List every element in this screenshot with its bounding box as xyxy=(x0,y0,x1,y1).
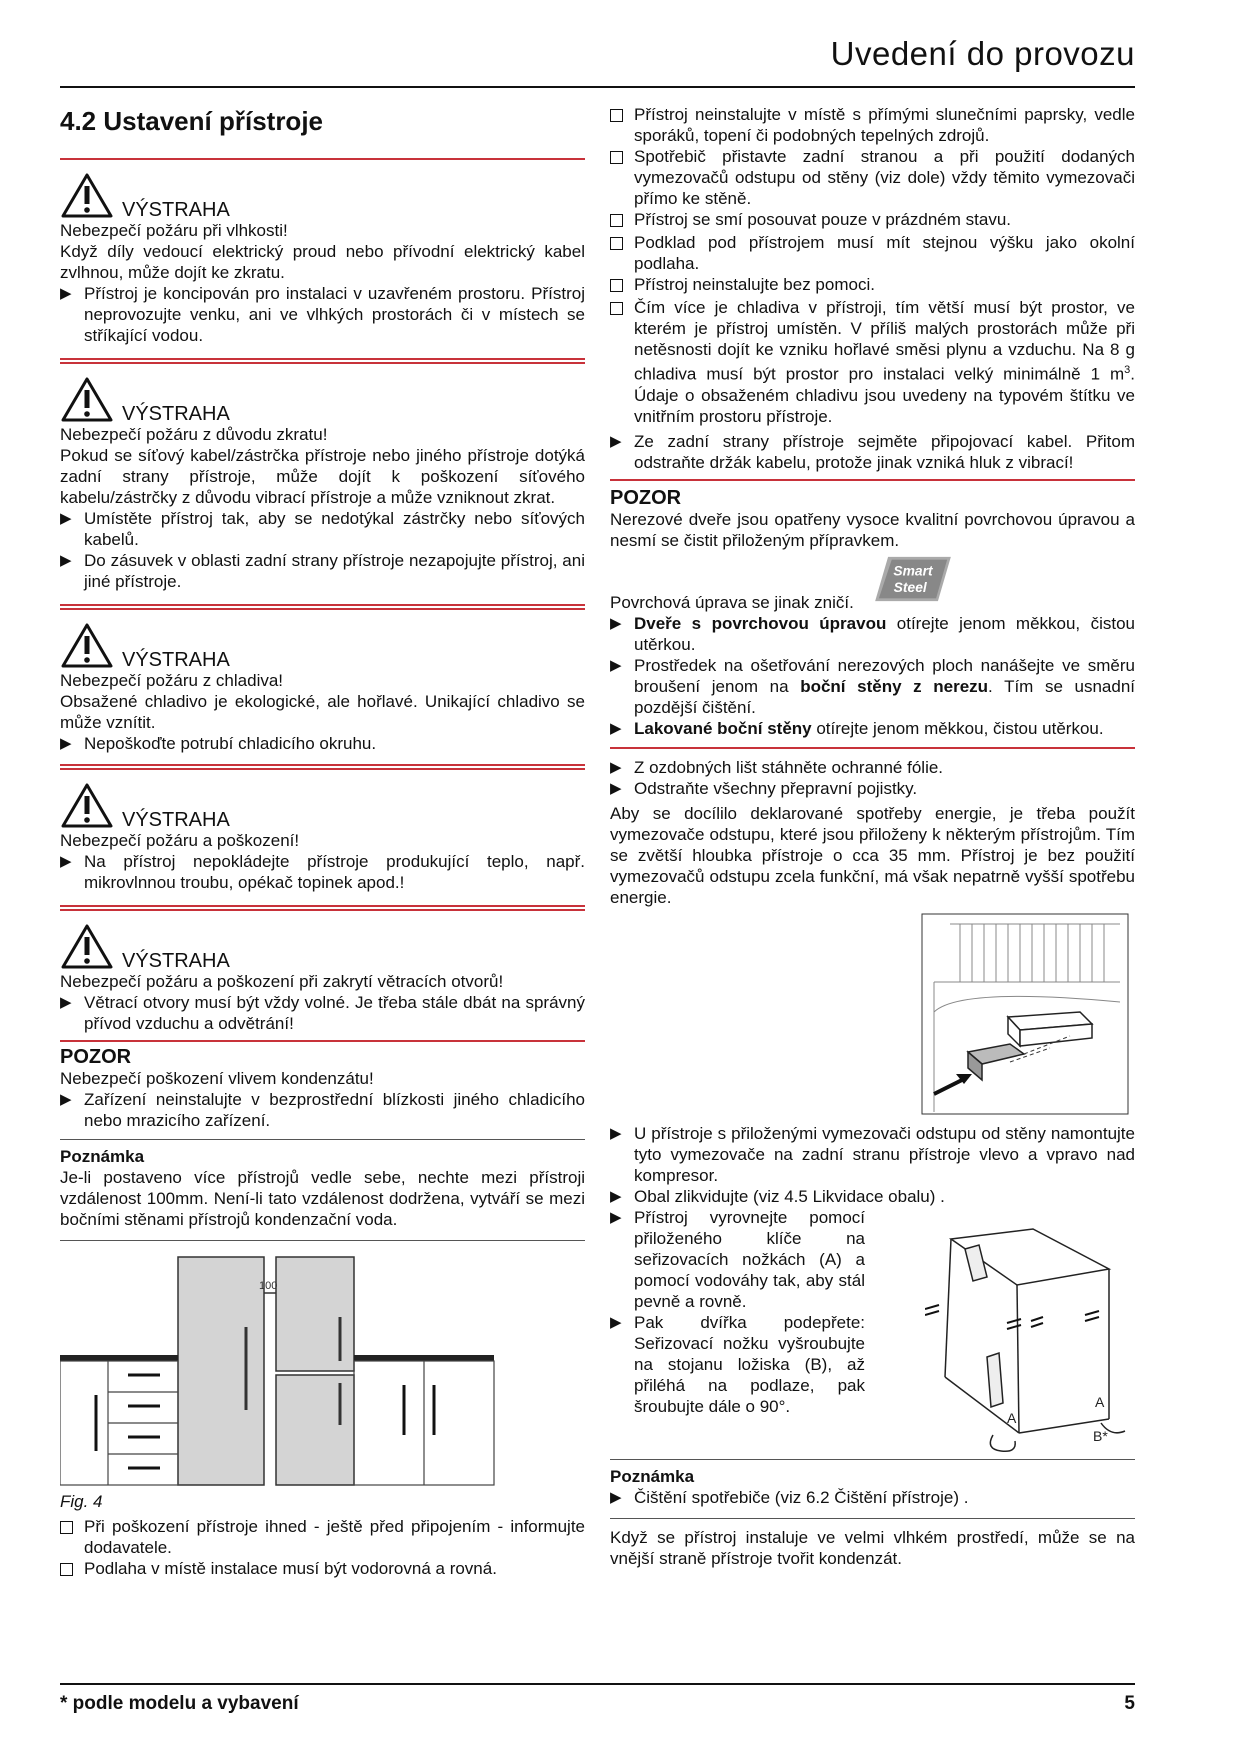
warning-text: Nebezpečí požáru a poškození! xyxy=(60,831,300,850)
red-divider xyxy=(60,158,585,160)
leveling-block xyxy=(610,1207,1135,1444)
warning-label: VÝSTRAHA xyxy=(122,199,230,221)
smart-steel-logo xyxy=(872,555,954,603)
arrow-bullet-icon: ▶ xyxy=(610,1313,622,1331)
header-rule xyxy=(60,86,1135,88)
bullet-item: ▶ Obal zlikvidujte (viz 4.5 Likvidace obalu) . xyxy=(610,1186,945,1206)
arrow-bullet-icon: ▶ xyxy=(610,614,622,632)
dimension-label: 100 xyxy=(259,1280,278,1292)
arrow-bullet-icon: ▶ xyxy=(60,510,72,527)
left-column xyxy=(60,100,585,1581)
checklist-item: Podlaha v místě instalace musí být vodorovná a rovná. xyxy=(60,1558,585,1581)
red-divider xyxy=(610,479,1135,481)
warning-header xyxy=(60,170,585,220)
warning-header xyxy=(60,374,585,424)
bullet-item: ▶ Přístroj je koncipován pro instalaci v uzavřeném prostoru. Přístroj neprovozujte venku, ani ve vlhkých prostorách či v místech se stříkající vodou. xyxy=(60,284,585,345)
warning-label: VÝSTRAHA xyxy=(122,809,230,831)
warning-header xyxy=(60,780,585,830)
foot-label-b: B* xyxy=(1093,1427,1108,1444)
wall-spacer-illustration xyxy=(920,912,1130,1117)
warning-text: Pokud se síťový kabel/zástrčka přístroje nebo jiného přístroje dotýká zadní strany přístroje, může dojít k poškození síťového kabelu/zástrčky z důvodu vibrací přístroje a může vzniknout zkrat. xyxy=(60,446,585,507)
arrow-bullet-icon: ▶ xyxy=(60,552,72,569)
warning-header xyxy=(60,921,585,971)
warning-label: VÝSTRAHA xyxy=(122,649,230,671)
bullet-item: ▶ Z ozdobných lišt stáhněte ochranné fólie. xyxy=(610,757,944,777)
checkbox-icon xyxy=(60,1516,84,1558)
checklist-item: Spotřebič přistavte zadní stranou a při použití dodaných vymezovačů odstupu od stěny (viz dole) vždy těmito vymezovači přímo ke stěně. xyxy=(610,146,1135,209)
checklist-item: Čím více je chladiva v přístroji, tím větší musí být prostor, ve kterém je přístroj umístěn. V příliš malých prostorách může při netěsnosti dojít ke vzniku hořlavé směsi plynu a vzduchu. Na 8 g chladiva musí být prostor pro instalaci velký minimálně 1 $m^3$. Údaje o obsaženém chladivu jsou uvedeny na typovém štítku ve vnitřním prostoru přístroje. xyxy=(610,297,1135,427)
bullet-item: ▶ Dveře s povrchovou úpravou otírejte jenom měkkou, čistou utěrkou. xyxy=(610,613,1135,654)
checklist-item: Při poškození přístroje ihned - ještě před připojením - informujte dodavatele. xyxy=(60,1516,585,1558)
note-divider xyxy=(610,1459,1135,1460)
arrow-bullet-icon: ▶ xyxy=(60,994,72,1011)
bullet-item: ▶ U přístroje s přiloženými vymezovači odstupu od stěny namontujte tyto vymezovače na zadní stranu přístroje vlevo a vpravo nad kompresor. xyxy=(610,1123,1135,1185)
warning-text: Obsažené chladivo je ekologické, ale hořlavé. Unikající chladivo se může vznítit. xyxy=(60,692,585,732)
checkbox-icon xyxy=(60,1558,84,1581)
red-divider xyxy=(60,1040,585,1042)
warning-triangle-icon xyxy=(60,172,114,220)
warning-text: Když díly vedoucí elektrický proud nebo přívodní elektrický kabel zvlhnou, může dojít ke zkratu. xyxy=(60,242,585,282)
note-heading: Poznámka xyxy=(610,1466,695,1486)
warning-text: Nebezpečí požáru z chladiva! xyxy=(60,671,284,690)
arrow-bullet-icon: ▶ xyxy=(60,285,72,302)
note-divider xyxy=(60,1240,585,1241)
right-column xyxy=(610,104,1135,1569)
warning-text: Nebezpečí požáru z důvodu zkratu! xyxy=(60,425,328,444)
bullet-item: ▶ Pak dvířka podepřete: Seřizovací nožku vyšroubujte na stojanu ložiska (B), až přiléhá na podlaze, pak šroubujte dále o 90°. xyxy=(610,1312,865,1416)
bullet-item: ▶ Prostředek na ošetřování nerezových ploch nanášejte ve směru broušení jenom na boční stěny z nerezu. Tím se usnadní pozdější čištění. xyxy=(610,655,1135,717)
svg-text:Steel: Steel xyxy=(893,578,927,595)
caution-text: Povrchová úprava se jinak zničí. xyxy=(610,592,854,612)
footer-rule xyxy=(60,1683,1135,1685)
warning-text: Nebezpečí požáru při vlhkosti! xyxy=(60,221,288,240)
foot-label-a: A xyxy=(1007,1409,1017,1426)
arrow-bullet-icon: ▶ xyxy=(610,656,622,674)
bullet-item: ▶ Do zásuvek v oblasti zadní strany přístroje nezapojujte přístroj, ani jiné přístroje. xyxy=(60,551,585,591)
red-divider xyxy=(60,764,585,770)
section-heading: 4.2 Ustavení přístroje xyxy=(60,106,323,136)
arrow-bullet-icon: ▶ xyxy=(60,853,72,870)
bullet-item: ▶ Větrací otvory musí být vždy volné. Je třeba stále dbát na správný přívod vzduchu a odvětrání! xyxy=(60,993,585,1033)
bullet-item: ▶ Nepoškoďte potrubí chladicího okruhu. xyxy=(60,734,377,753)
warning-header xyxy=(60,620,585,670)
arrow-bullet-icon: ▶ xyxy=(610,1208,622,1226)
page-number: 5 xyxy=(1124,1693,1135,1714)
bullet-item: ▶ Čištění spotřebiče (viz 6.2 Čištění přístroje) . xyxy=(610,1487,969,1507)
checkbox-icon xyxy=(610,209,634,232)
checkbox-icon xyxy=(610,104,634,146)
bullet-item: ▶ Umístěte přístroj tak, aby se nedotýkal zástrčky nebo síťových kabelů. xyxy=(60,509,585,549)
caution-label: POZOR xyxy=(60,1046,132,1068)
checklist-item: Přístroj neinstalujte v místě s přímými slunečními paprsky, vedle sporáků, topení či podobných tepelných zdrojů. xyxy=(610,104,1135,146)
leveling-feet-illustration xyxy=(925,1227,1135,1455)
arrow-bullet-icon: ▶ xyxy=(610,1187,622,1205)
warning-triangle-icon xyxy=(60,622,114,670)
checkbox-icon xyxy=(610,274,634,297)
page-title: Uvedení do provozu xyxy=(830,35,1135,72)
arrow-bullet-icon: ▶ xyxy=(60,1091,72,1108)
red-divider xyxy=(60,905,585,911)
arrow-bullet-icon: ▶ xyxy=(610,1124,622,1142)
caution-text: Nebezpečí poškození vlivem kondenzátu! xyxy=(60,1069,374,1088)
footnote: * podle modelu a vybavení xyxy=(60,1693,299,1714)
arrow-bullet-icon: ▶ xyxy=(610,779,622,797)
bullet-item: ▶ Zařízení neinstalujte v bezprostřední blízkosti jiného chladicího nebo mrazicího zařízení. xyxy=(60,1090,585,1130)
arrow-bullet-icon: ▶ xyxy=(610,432,622,450)
smart-steel-row xyxy=(610,551,1135,613)
warning-triangle-icon xyxy=(60,923,114,971)
bullet-item: ▶ Na přístroj nepokládejte přístroje produkující teplo, např. mikrovlnnou troubu, opékač topinek apod.! xyxy=(60,852,585,892)
arrow-bullet-icon: ▶ xyxy=(60,735,72,752)
warning-label: VÝSTRAHA xyxy=(122,403,230,425)
note-divider xyxy=(60,1139,585,1140)
side-by-side-appliances-illustration xyxy=(60,1255,550,1487)
warning-triangle-icon xyxy=(60,376,114,424)
bullet-item: ▶ Ze zadní strany přístroje sejměte připojovací kabel. Přitom odstraňte držák kabelu, protože jinak vzniká hluk z vibrací! xyxy=(610,431,1135,472)
arrow-bullet-icon: ▶ xyxy=(610,719,622,737)
red-divider xyxy=(60,604,585,610)
checklist-item: Podklad pod přístrojem musí mít stejnou výšku jako okolní podlaha. xyxy=(610,232,1135,274)
foot-label-a: A xyxy=(1095,1393,1105,1410)
warning-triangle-icon xyxy=(60,782,114,830)
checklist-item: Přístroj se smí posouvat pouze v prázdném stavu. xyxy=(610,209,1135,232)
red-divider xyxy=(60,358,585,364)
checkbox-icon xyxy=(610,232,634,274)
figure-caption: Fig. 4 xyxy=(60,1492,103,1511)
bullet-item: ▶ Přístroj vyrovnejte pomocí přiloženého klíče na seřizovacích nožkách (A) a pomocí vodováhy tak, aby stál pevně a rovně. xyxy=(610,1207,865,1311)
checklist-item: Přístroj neinstalujte bez pomoci. xyxy=(610,274,1135,297)
checkbox-icon xyxy=(610,297,634,427)
note-heading: Poznámka xyxy=(60,1147,145,1166)
arrow-bullet-icon: ▶ xyxy=(610,758,622,776)
closing-paragraph: Když se přístroj instaluje ve velmi vlhkém prostředí, může se na vnější straně přístroje tvořit kondenzát. xyxy=(610,1527,1135,1568)
note-text: Je-li postaveno více přístrojů vedle sebe, nechte mezi přístroji vzdálenost 100mm. Není-li tato vzdálenost dodržena, vytváří se mezi bočními stěnami přístrojů kondenzační voda. xyxy=(60,1168,585,1229)
svg-text:Smart: Smart xyxy=(893,561,933,578)
caution-label: POZOR xyxy=(610,486,682,509)
checkbox-icon xyxy=(610,146,634,209)
warning-label: VÝSTRAHA xyxy=(122,950,230,972)
bullet-item: ▶ Lakované boční stěny otírejte jenom měkkou, čistou utěrkou. xyxy=(610,718,1104,738)
note-divider xyxy=(610,1518,1135,1519)
bullet-item: ▶ Odstraňte všechny přepravní pojistky. xyxy=(610,778,918,798)
arrow-bullet-icon: ▶ xyxy=(610,1488,622,1506)
caution-text: Nerezové dveře jsou opatřeny vysoce kvalitní povrchovou úpravou a nesmí se čistit přiloženým přípravkem. xyxy=(610,509,1135,550)
warning-text: Nebezpečí požáru a poškození při zakrytí větracích otvorů! xyxy=(60,972,504,991)
energy-paragraph: Aby se docílilo deklarované spotřeby energie, je třeba použít vymezovače odstupu, které jsou přiloženy k některým přístrojům. Tím se zvětší hloubka přístroje o cca 35 mm. Přístroj je bez použití vymezovačů odstupu zcela funkční, má však nepatrně vyšší spotřebu energie. xyxy=(610,803,1135,907)
